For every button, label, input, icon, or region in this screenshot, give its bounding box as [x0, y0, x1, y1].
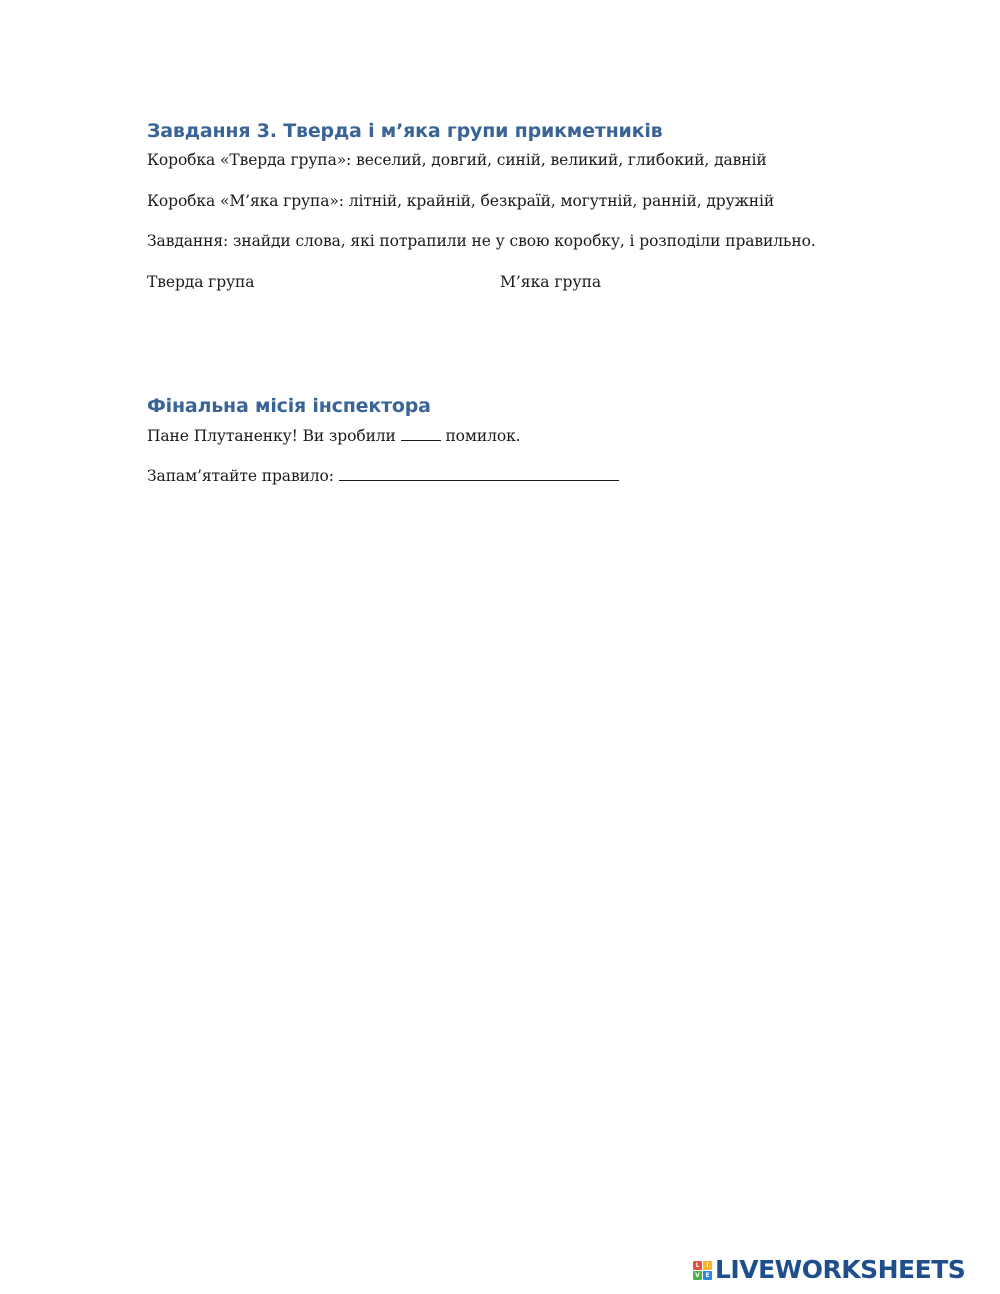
task3-instruction: Завдання: знайди слова, які потрапили не у свою коробку, і розподіли правильно. [147, 232, 816, 250]
hard-group-column-label: Тверда група [147, 273, 255, 291]
logo-mark-v: V [693, 1271, 702, 1280]
liveworksheets-logo-text: LIVEWORKSHEETS [715, 1255, 966, 1284]
mistakes-count-blank[interactable] [401, 426, 441, 441]
final-mission-heading: Фінальна місія інспектора [147, 395, 431, 417]
rule-answer-blank[interactable] [339, 466, 619, 481]
hard-group-box-text: Коробка «Тверда група»: веселий, довгий, синій, великий, глибокий, давній [147, 151, 767, 169]
rule-sentence [147, 466, 619, 485]
liveworksheets-mark-icon [693, 1261, 712, 1280]
rule-label: Запам’ятайте правило: [147, 467, 334, 485]
logo-mark-i: I [703, 1261, 712, 1270]
soft-group-box-text: Коробка «М’яка група»: літній, крайній, безкраїй, могутній, ранній, дружній [147, 192, 775, 210]
mistakes-sentence [147, 426, 521, 445]
liveworksheets-logo [693, 1256, 965, 1284]
logo-mark-e: E [703, 1271, 712, 1280]
mistakes-text-before: Пане Плутаненку! Ви зробили [147, 427, 396, 445]
soft-group-column-label: М’яка група [500, 273, 602, 291]
mistakes-text-after: помилок. [445, 427, 521, 445]
logo-mark-l: L [693, 1261, 702, 1270]
task3-heading: Завдання 3. Тверда і м’яка групи прикметників [147, 120, 663, 142]
